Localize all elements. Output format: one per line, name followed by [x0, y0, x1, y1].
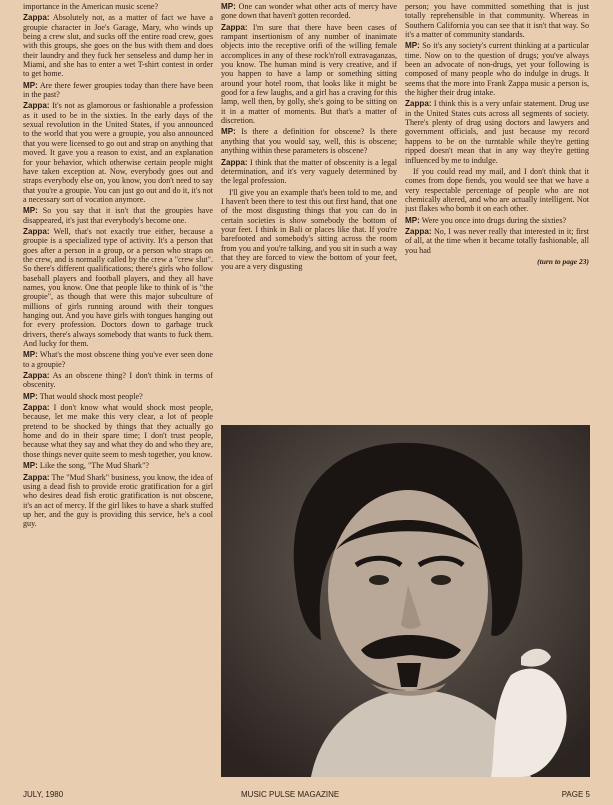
paragraph: [23, 350, 213, 369]
speaker-label: MP:: [23, 80, 38, 90]
paragraph-text: importance in the American music scene?: [23, 2, 159, 11]
text-column-1: [23, 2, 213, 782]
speaker-label: MP:: [23, 461, 38, 471]
paragraph: [23, 403, 213, 459]
paragraph-text: So it's any society's current thinking at a particular time. Now on to the question of drugs; you've always been an advocate of non-drugs, yet your following is composed of many people who do indulge in drugs. It seems that the more into Frank Zappa music a person is, the higher their drug intake.: [405, 41, 589, 98]
paragraph-text: The "Mud Shark" business, you know, the idea of using a dead fish to provide erotic gratification for a girl who desires dead fish erotic gratification is not obscene, it's an act of mercy. If the girl likes to have a shark stuffed up her, and the guy is providing this service, he's a cool guy.: [23, 472, 213, 529]
speaker-label: Zappa:: [23, 403, 50, 413]
paragraph-text: That would shock most people?: [39, 391, 143, 401]
speaker-label: MP:: [221, 127, 236, 137]
paragraph-text: I'm sure that there have been cases of rampant insertionism of any number of inanimate objects into the receptive orifi of the willing female accomplices in any of these rock'n'roll extravaganzas, you know. The human mind is very creative, and if you happen to have a lamp or something sitting around your hotel room, that looks like it might be good for a few laughs, and a girl has a craving for this lamp, well then, by golly, she's going to be sitting on it in a matter of moments. But that's a matter of discretion.: [221, 22, 397, 126]
speaker-label: Zappa:: [23, 13, 50, 23]
speaker-label: MP:: [23, 391, 38, 401]
speaker-label: Zappa:: [23, 101, 50, 111]
text-column-3: [405, 2, 589, 422]
paragraph: [23, 81, 213, 100]
speaker-label: MP:: [23, 206, 38, 216]
issue-date: JULY, 1980: [23, 790, 64, 799]
text-column-2: [221, 2, 397, 422]
paragraph: [405, 227, 589, 255]
speaker-label: Zappa:: [23, 472, 50, 482]
page-number: PAGE 5: [561, 790, 590, 799]
paragraph: [23, 101, 213, 204]
paragraph-text: Well, that's not exactly true either, because a groupie is a specialized type of activity. It's a person that goes after a person in a group, or a person who straps on the crew, and is normally called by the crew a "crew slut". So there's different qualifications; there's girls who follow baseball players and football players, and they all have names, you know. One that people like to think of is "the groupie", as though that were this major subculture of millions of girls running around with their tongues hanging out. And you have girls with tongues hanging out for every profession. Doctors down to garbage truck drivers, there's always somebody that wants to fuck them. And lucky for them.: [23, 226, 213, 349]
paragraph-text: I don't know what would shock most people, because, let me make this very clear, a lot of people pretend to be shocked by things that they actually go home and do in their spare time; I don't trust people, because what they say and what they do and who they are, those things never quite seem to mesh together, you know.: [23, 403, 213, 459]
paragraph-text: Like the song, "The Mud Shark"?: [39, 461, 149, 471]
paragraph: [23, 473, 213, 529]
paragraph: [23, 227, 213, 348]
speaker-label: MP:: [221, 2, 236, 11]
paragraph: [405, 216, 589, 225]
speaker-label: Zappa:: [405, 226, 432, 236]
paragraph: [23, 461, 213, 470]
paragraph-text: Is there a definition for obscene? Is there anything that you would say, well, this is obscene; anything within these parameters is obscene?: [221, 127, 397, 156]
portrait-photo-icon: [221, 425, 590, 777]
paragraph: [405, 167, 589, 214]
paragraph: [221, 158, 397, 186]
paragraph: [405, 41, 589, 97]
paragraph: [221, 188, 397, 272]
magazine-name: MUSIC PULSE MAGAZINE: [241, 790, 340, 799]
page-footer: [23, 788, 590, 802]
paragraph-text: One can wonder what other acts of mercy have gone down that haven't gotten recorded.: [221, 2, 397, 21]
paragraph: [23, 13, 213, 78]
speaker-label: MP:: [405, 215, 420, 225]
paragraph-text: I think this is a very unfair statement. Drug use in the United States cuts across all segments of society. There's plenty of drug using doctors and lawyers and government officials, and just because my record happens to be on the turntable while they're getting ripped doesn't mean that in any way they're getting influenced by me to indulge.: [405, 99, 589, 165]
paragraph: [405, 99, 589, 164]
speaker-label: Zappa:: [221, 22, 248, 32]
speaker-label: Zappa:: [23, 226, 50, 236]
paragraph: [405, 2, 589, 39]
paragraph: [23, 2, 213, 11]
paragraph: [23, 206, 213, 225]
paragraph-text: As an obscene thing? I don't think in terms of obscenity.: [23, 371, 213, 390]
continued-note: (turn to page 23): [537, 256, 589, 266]
speaker-label: MP:: [23, 350, 38, 360]
paragraph: [221, 127, 397, 155]
portrait-photo: [221, 425, 590, 777]
paragraph-text: So you say that it isn't that the groupies have disappeared, it's just that everybody's become one.: [23, 206, 213, 225]
paragraph-text: Are there fewer groupies today than there have been in the past?: [23, 80, 213, 100]
speaker-label: Zappa:: [23, 371, 50, 381]
paragraph-text: I'll give you an example that's been told to me, and I haven't been there to test this out first hand, that one of the most disgusting things that you can do in certain societies is show somebody the bottom of your feet. I think in Bali or places like that. If you're barefooted and somebody's sitting across the room from you and you're talking, and you sit in such a way that they are forced to view the bottom of your feet, you are a very disgusting: [221, 187, 397, 272]
paragraph-text: It's not as glamorous or fashionable a profession as it used to be in the sixties. In the early days of the sexual revolution in the United States, if you announced to the world that you were a groupie, you also announced that you were licensed to go out and strap on anything that moved. It gave you a reason to exist, and an explanation for your behavior, which otherwise certain people might have taken exception at. Now, everybody goes out and straps everybody else on, you know, you don't need to say that you're a groupie. You can just go out and do it, it's not a necessary sort of vocation anymore.: [23, 101, 213, 204]
speaker-label: MP:: [405, 41, 420, 51]
paragraph-text: What's the most obscene thing you've ever seen done to a groupie?: [23, 350, 213, 369]
paragraph-text: person; you have committed something that is just totally reprehensible in that community. Whereas in Southern California you can see that it isn't that way. So it's a matter of community standards.: [405, 2, 589, 40]
paragraph: [23, 392, 213, 401]
speaker-label: Zappa:: [405, 99, 432, 109]
paragraph-text: I think that the matter of obscenity is a legal determination, and it's very vaguely determined by the legal profession.: [221, 157, 397, 186]
paragraph-text: If you could read my mail, and I don't think that it comes from dope fiends, you would see that we have a very respectable percentage of people who are not chemically altered, and who are actually intelligent. Not just flakes who bomb it on each other.: [405, 166, 589, 214]
paragraph-text: No, I was never really that interested in it; first of all, at the time when it became totally fashionable, all you had: [405, 226, 589, 255]
paragraph: [221, 23, 397, 126]
paragraph: [23, 371, 213, 390]
paragraph-text: Were you once into drugs during the sixties?: [421, 215, 567, 225]
paragraph: [221, 2, 397, 21]
paragraph-text: Absolutely not, as a matter of fact we have a groupie character in Joe's Garage, Mary, who winds up being a crew slut, and sucks off the entire road crew, goes with this groups, she goes on the bus with them and does their laundry and they fuck her senseless and dump her in Miami, and she has to enter a wet T-shirt contest in order to get home.: [23, 13, 213, 79]
speaker-label: Zappa:: [221, 157, 248, 167]
